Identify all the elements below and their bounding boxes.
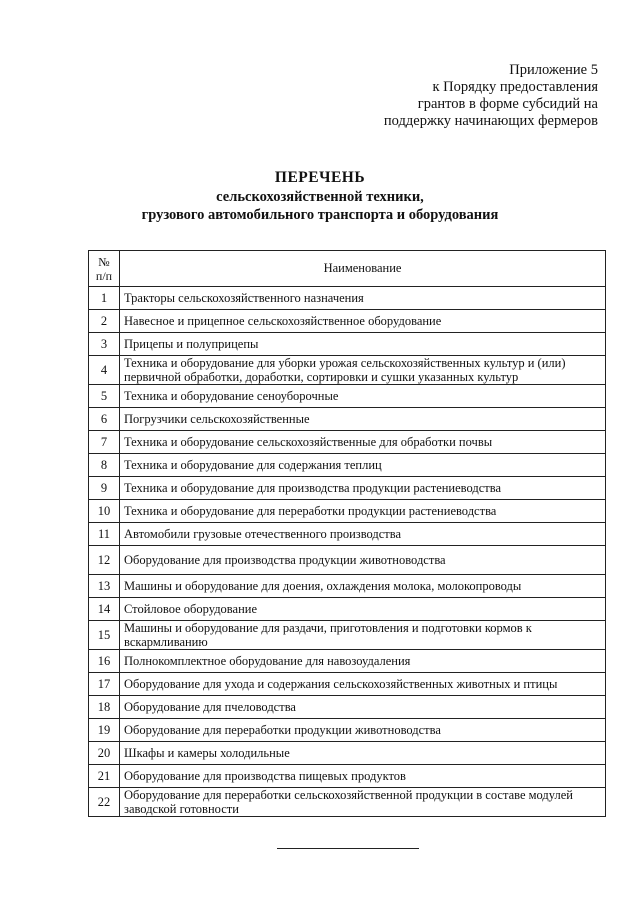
- row-name: Техника и оборудование сельскохозяйственные для обработки почвы: [120, 431, 606, 454]
- row-num: 14: [89, 598, 120, 621]
- row-name: Оборудование для производства пищевых продуктов: [120, 765, 606, 788]
- table-row: [89, 454, 606, 477]
- row-name: Техника и оборудование для содержания теплиц: [120, 454, 606, 477]
- appendix-line: к Порядку предоставления: [432, 79, 598, 95]
- table-row: [89, 477, 606, 500]
- table-row: [89, 673, 606, 696]
- appendix-line: грантов в форме субсидий на: [417, 96, 598, 112]
- row-name: Машины и оборудование для раздачи, приготовления и подготовки кормов к вскармливанию: [120, 621, 606, 650]
- row-name: Оборудование для ухода и содержания сельскохозяйственных животных и птицы: [120, 673, 606, 696]
- table-row: [89, 500, 606, 523]
- row-name: Тракторы сельскохозяйственного назначения: [120, 287, 606, 310]
- header-num: № п/п: [89, 251, 120, 287]
- table-row: [89, 333, 606, 356]
- appendix-line: Приложение 5: [509, 62, 598, 78]
- row-name: Шкафы и камеры холодильные: [120, 742, 606, 765]
- row-name: Прицепы и полуприцепы: [120, 333, 606, 356]
- title-line-2: сельскохозяйственной техники,: [216, 189, 424, 205]
- row-num: 21: [89, 765, 120, 788]
- row-num: 17: [89, 673, 120, 696]
- row-name: Полнокомплектное оборудование для навозоудаления: [120, 650, 606, 673]
- appendix-line: поддержку начинающих фермеров: [383, 113, 598, 129]
- row-num: 9: [89, 477, 120, 500]
- table-row: [89, 523, 606, 546]
- title-main: ПЕРЕЧЕНЬ: [274, 169, 366, 186]
- table-row: [89, 575, 606, 598]
- closing-rule: [277, 848, 419, 849]
- row-num: 5: [89, 385, 120, 408]
- header-name: Наименование: [120, 251, 606, 287]
- table-row: [89, 742, 606, 765]
- row-num: 18: [89, 696, 120, 719]
- row-num: 4: [89, 356, 120, 385]
- table-row: [89, 385, 606, 408]
- row-name: Оборудование для переработки сельскохозяйственной продукции в составе модулей заводской готовности: [120, 788, 606, 817]
- row-name: Техника и оборудование для переработки продукции растениеводства: [120, 500, 606, 523]
- row-name: Машины и оборудование для доения, охлаждения молока, молокопроводы: [120, 575, 606, 598]
- row-name: Погрузчики сельскохозяйственные: [120, 408, 606, 431]
- table-row: [89, 696, 606, 719]
- row-name: Техника и оборудование для уборки урожая сельскохозяйственных культур и (или) первичной обработки, доработки, сортировки и сушки указанных культур: [120, 356, 606, 385]
- row-num: 19: [89, 719, 120, 742]
- row-num: 11: [89, 523, 120, 546]
- row-name: Оборудование для переработки продукции животноводства: [120, 719, 606, 742]
- table-row: [89, 546, 606, 575]
- row-num: 16: [89, 650, 120, 673]
- row-num: 3: [89, 333, 120, 356]
- table-row: [89, 356, 606, 385]
- row-num: 12: [89, 546, 120, 575]
- row-num: 20: [89, 742, 120, 765]
- row-name: Оборудование для пчеловодства: [120, 696, 606, 719]
- row-num: 10: [89, 500, 120, 523]
- document-title: [0, 168, 640, 224]
- appendix-reference: [338, 62, 598, 130]
- table-row: [89, 598, 606, 621]
- table-row: [89, 650, 606, 673]
- row-name: Техника и оборудование сеноуборочные: [120, 385, 606, 408]
- table-row: [89, 765, 606, 788]
- table-row: [89, 719, 606, 742]
- row-num: 6: [89, 408, 120, 431]
- row-num: 2: [89, 310, 120, 333]
- table-row: [89, 431, 606, 454]
- row-name: Техника и оборудование для производства продукции растениеводства: [120, 477, 606, 500]
- table-row: [89, 287, 606, 310]
- table-row: [89, 408, 606, 431]
- equipment-list-table: [88, 250, 606, 817]
- row-num: 7: [89, 431, 120, 454]
- row-name: Навесное и прицепное сельскохозяйственное оборудование: [120, 310, 606, 333]
- row-name: Автомобили грузовые отечественного производства: [120, 523, 606, 546]
- row-num: 8: [89, 454, 120, 477]
- row-name: Оборудование для производства продукции животноводства: [120, 546, 606, 575]
- row-name: Стойловое оборудование: [120, 598, 606, 621]
- table-row: [89, 310, 606, 333]
- row-num: 13: [89, 575, 120, 598]
- row-num: 1: [89, 287, 120, 310]
- title-line-3: грузового автомобильного транспорта и оборудования: [141, 207, 499, 223]
- row-num: 15: [89, 621, 120, 650]
- table-row: [89, 788, 606, 817]
- row-num: 22: [89, 788, 120, 817]
- table-row: [89, 621, 606, 650]
